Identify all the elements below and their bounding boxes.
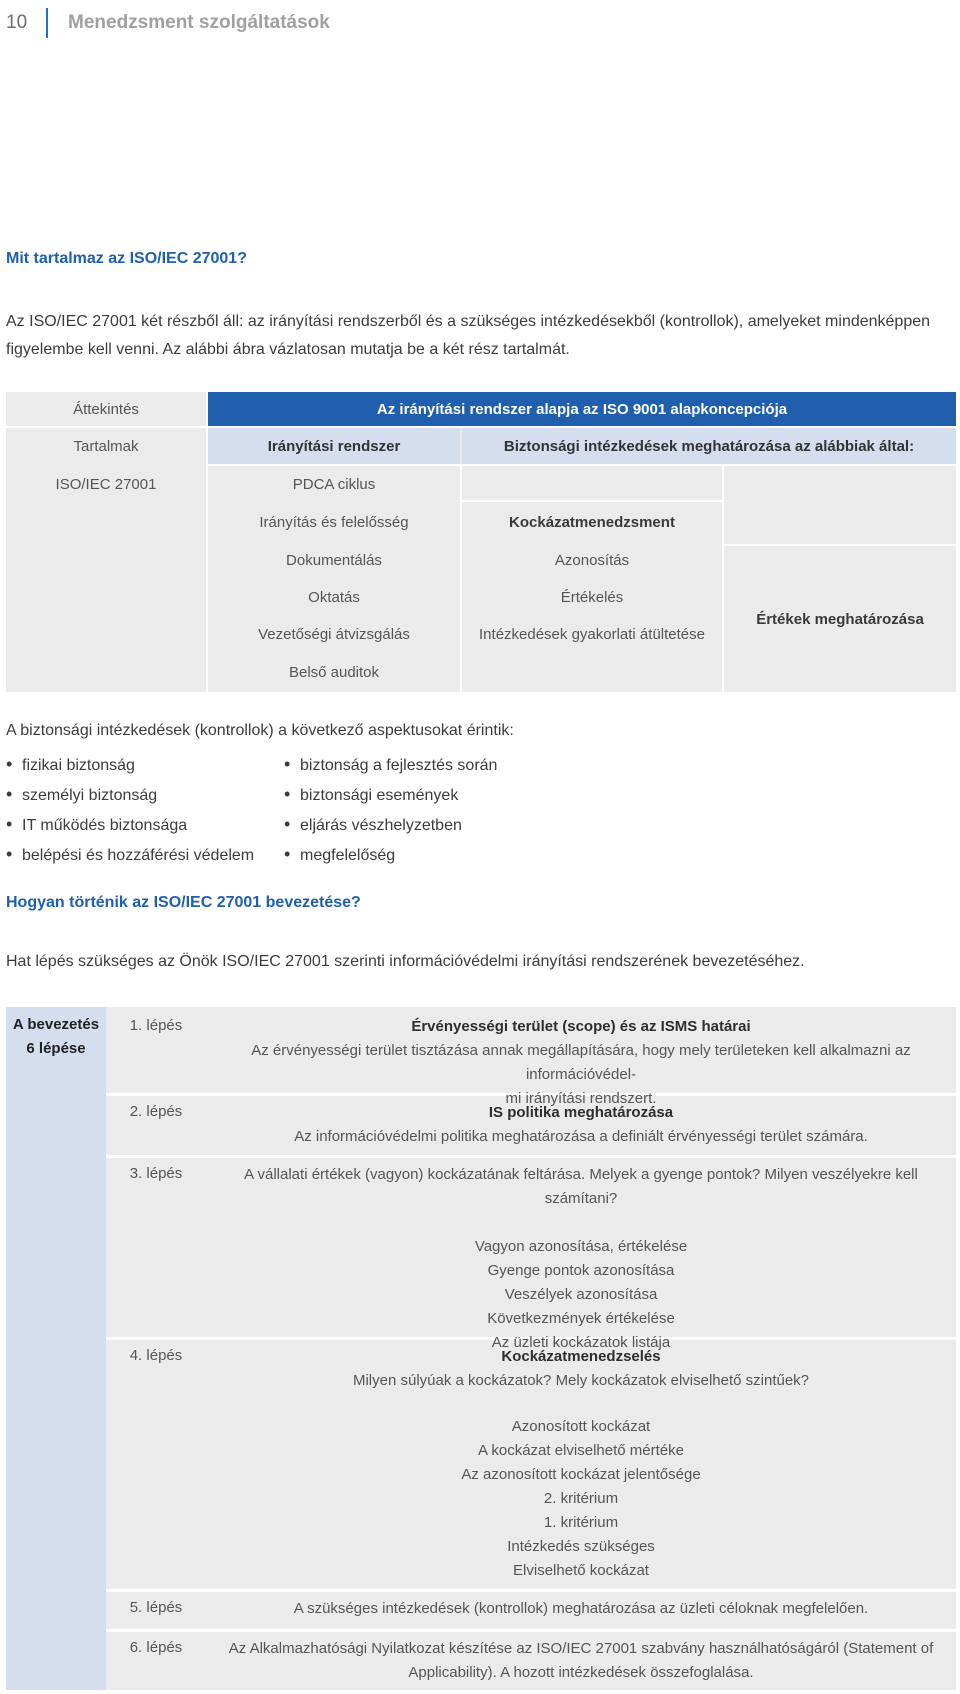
mgmt-item: Dokumentálás [286,551,382,569]
step-number: 6. lépés [129,1639,183,1656]
step-number: 1. lépés [129,1017,183,1034]
step-6-body: Az Alkalmazhatósági Nyilatkozat készítése az ISO/IEC 27001 szabvány használhatóságáról (Statement of Applicability). A hozott intézkedések összefoglalása. [228,1640,934,1681]
iso9001-banner: Az irányítási rendszer alapja az ISO 9001 alapkoncepciója [208,392,956,426]
list-item: Azonosított kockázat [511,1418,651,1435]
list-item: 2. kritérium [543,1490,619,1507]
list-item: Veszélyek azonosítása [504,1286,658,1303]
list-item: A kockázat elviselhető mértéke [478,1442,684,1459]
step-number: 2. lépés [129,1103,183,1120]
list-item: Elviselhető kockázat [513,1562,649,1579]
list-item: • biztonság a fejlesztés során [284,750,497,780]
list-item: • személyi biztonság [6,780,254,810]
list-item: 1. kritérium [543,1514,619,1531]
row-label-iso: ISO/IEC 27001 [55,475,157,493]
list-item: Intézkedés szükséges [507,1538,655,1555]
list-item: • megfelelőség [284,840,497,870]
mgmt-item: PDCA ciklus [292,475,376,493]
aspects-list-left [6,750,254,870]
risk-item: Értékelés [560,588,624,606]
row-label-overview: Áttekintés [73,400,139,418]
row-label-contents: Tartalmak [73,437,139,455]
step-number: 4. lépés [129,1347,183,1364]
list-item: • biztonsági események [284,780,497,810]
step-title: Kockázatmenedzselés [501,1348,661,1365]
steps-label-column [6,1007,106,1690]
controls-header: Biztonsági intézkedések meghatározása az alábbiak által: [462,428,956,464]
page-number: 10 [6,12,28,33]
mgmt-item: Irányítás és felelősség [259,513,409,531]
risk-management-title: Kockázatmenedzsment [509,513,675,531]
risk-item: Intézkedések gyakorlati átültetése [479,625,705,643]
header-divider [46,8,48,38]
step-title: Érvényességi terület (scope) és az ISMS határai [411,1018,751,1035]
overview-table [6,392,956,692]
step-4-body: Kockázatmenedzselés Milyen súlyúak a kockázatok? Mely kockázatok elviselhető szintűek? Azonosított kockázat A kockázat elviselhető mértéke Az azonosított kockázat jelentősége 2. kritérium 1. kritérium Intézkedés szükséges Elviselhető kockázat [206,1345,956,1583]
list-item: • fizikai biztonság [6,750,254,780]
section1-heading: Mit tartalmaz az ISO/IEC 27001? [6,250,247,267]
values-definition: Értékek meghatározása [756,610,924,628]
page-header [6,8,330,38]
step-1-body: Érvényességi terület (scope) és az ISMS határai Az érvényességi terület tisztázása annak megállapítására, hogy mely területeken kell alkalmazni az információvédel- mi irányítási rendszert. [206,1015,956,1111]
mgmt-item: Oktatás [308,588,360,606]
section1-paragraph: Az ISO/IEC 27001 két részből áll: az irányítási rendszerből és a szükséges intézkedésekből (kontrollok), amelyeket mindenképpen figyelembe kell venni. Az alábbi ábra vázlatosan mutatja be a két rész tartalmát. [6,313,931,358]
list-item: Gyenge pontok azonosítása [487,1262,675,1279]
steps-label-line1: A bevezetés [12,1016,100,1033]
step-5-body: A szükséges intézkedések (kontrollok) meghatározása az üzleti céloknak megfelelően. [293,1600,869,1617]
step-number: 5. lépés [129,1599,183,1616]
header-title: Menedzsment szolgáltatások [68,12,330,33]
aspects-list-right [284,750,497,870]
step-2-body: IS politika meghatározása Az információvédelmi politika meghatározása a definiált érvényességi terület számára. [206,1101,956,1149]
list-item: Következmények értékelése [487,1310,675,1327]
section2-paragraph: Hat lépés szükséges az Önök ISO/IEC 27001 szerinti információvédelmi irányítási rendszerének bevezetéséhez. [6,953,805,970]
mgmt-item: Belső auditok [288,663,380,681]
step-title: IS politika meghatározása [488,1104,674,1121]
list-item: • IT működés biztonsága [6,810,254,840]
list-item: • belépési és hozzáférési védelem [6,840,254,870]
list-item: Az azonosított kockázat jelentősége [461,1466,701,1483]
list-item: Vagyon azonosítása, értékelése [474,1238,688,1255]
list-item: Az üzleti kockázatok listája [491,1334,671,1351]
steps-label-line2: 6 lépése [26,1040,86,1057]
mgmt-item: Vezetőségi átvizsgálás [258,625,410,643]
aspects-title: A biztonsági intézkedések (kontrollok) a következő aspektusokat érintik: [6,722,514,739]
mgmt-system-header: Irányítási rendszer [208,428,460,464]
list-item: • eljárás vészhelyzetben [284,810,497,840]
steps-table [6,1007,956,1690]
risk-item: Azonosítás [554,551,630,569]
step-number: 3. lépés [129,1165,183,1182]
step-3-body: A vállalati értékek (vagyon) kockázatának feltárása. Melyek a gyenge pontok? Milyen veszélyekre kell számítani? Vagyon azonosítása, értékelése Gyenge pontok azonosítása Veszélyek azonosítása Következmények értékelése Az üzleti kockázatok listája [206,1163,956,1355]
section2-heading: Hogyan történik az ISO/IEC 27001 bevezetése? [6,894,361,911]
